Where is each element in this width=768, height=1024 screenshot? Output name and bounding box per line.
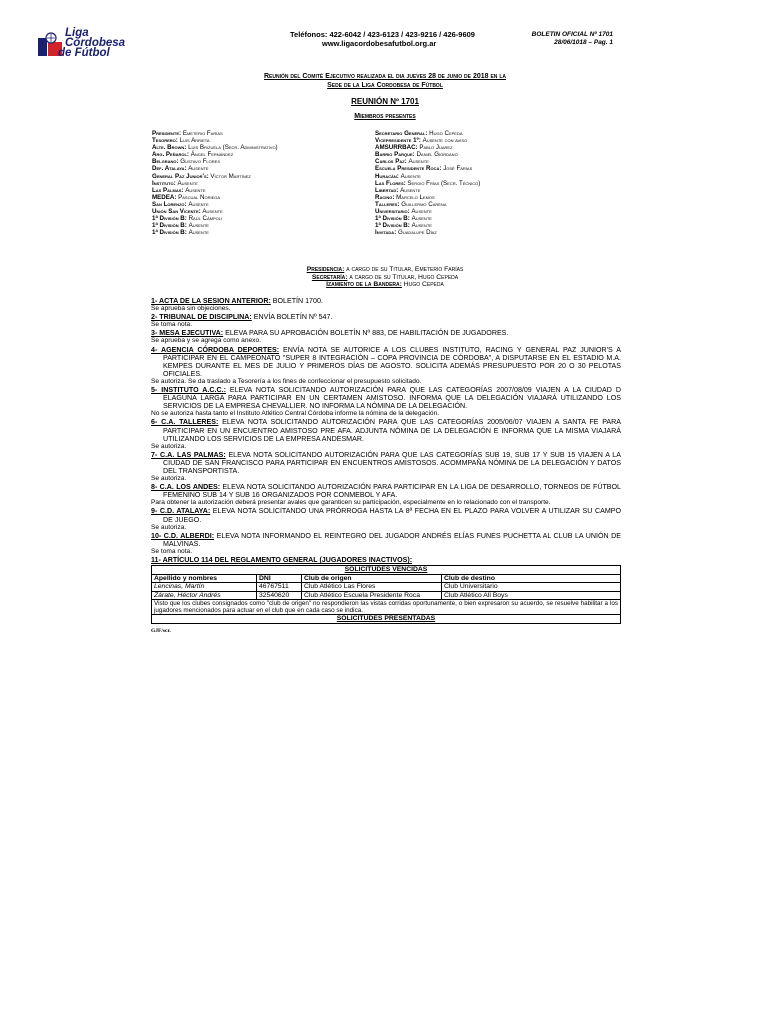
member-role: Carlos Paz: xyxy=(375,158,407,166)
agenda-item-resolution: Se autoriza. xyxy=(151,475,187,483)
member-name: Pablo Juarez xyxy=(419,144,453,152)
destination-club: Club Universitario xyxy=(442,583,621,592)
member-row xyxy=(375,130,615,137)
destination-club: Club Atlético All Boys xyxy=(442,591,621,600)
agenda-item-heading: 6- C.A. TALLERES: xyxy=(151,418,219,427)
member-role: San Lorenzo: xyxy=(152,200,187,208)
agenda-item xyxy=(151,346,621,378)
member-row xyxy=(152,201,372,208)
member-name: Ausente xyxy=(185,186,206,194)
minutes-body xyxy=(151,297,621,635)
boletin-reference xyxy=(523,31,613,47)
agenda-item-heading: 5- INSTITUTO A.C.C.: xyxy=(151,386,226,395)
meeting-title xyxy=(150,72,620,90)
phone-numbers: Teléfonos: 422-6042 / 423-6123 / 423-9216 / 426-9609 xyxy=(290,30,475,39)
member-name: Ausente xyxy=(188,200,209,208)
member-row xyxy=(152,130,372,137)
liga-logo xyxy=(38,27,126,68)
presidency-role: Izamiento de la Bandera: xyxy=(326,281,402,288)
agenda-item-text: BOLETÍN 1700. xyxy=(270,297,323,305)
agenda-item-resolution: No se autoriza hasta tanto el Instituto Atlético Central Córdoba informe la nómina de la delegación. xyxy=(151,410,440,418)
table-row xyxy=(152,591,621,600)
member-name: Pascual Noriega xyxy=(178,193,221,201)
table-header-destination: Club de destino xyxy=(442,574,621,583)
member-name: Sergio Frías (Secr. Técnico) xyxy=(407,179,481,187)
member-role: Universitario: xyxy=(375,208,410,216)
member-name: Luis Arrieta xyxy=(179,137,210,145)
member-role: Barrio Parque: xyxy=(375,151,415,159)
member-row xyxy=(152,208,372,215)
member-row xyxy=(152,158,372,165)
presidency-role: Secretaría: xyxy=(311,273,348,281)
agenda-item-heading: 8- C.A. LOS ANDES: xyxy=(151,483,221,492)
agenda-item xyxy=(151,297,621,305)
table-header-origin: Club de origen xyxy=(302,574,442,583)
member-name: Ausente xyxy=(188,229,209,237)
agenda-item-heading: 9- C.D. ATALAYA: xyxy=(151,507,211,516)
meeting-title-line: Sede de la Liga Cordobesa de Fútbol xyxy=(327,82,443,89)
table-section-title: SOLICITUDES VENCIDAS xyxy=(152,566,621,575)
presidency-role: Presidencia: xyxy=(306,266,345,273)
agenda-item xyxy=(151,313,621,321)
table-header-dni: DNI xyxy=(257,574,302,583)
agenda-item-heading: 10- C.D. ALBERDI: xyxy=(151,531,215,540)
member-role: Instituto: xyxy=(152,179,176,187)
member-row xyxy=(375,158,615,165)
member-row xyxy=(375,201,615,208)
member-role: Invitada: xyxy=(375,229,397,237)
presidency-holder: a cargo de su Titular, Emeterio Farías xyxy=(344,266,464,273)
member-row xyxy=(375,208,615,215)
member-row xyxy=(152,165,372,172)
presidency-line xyxy=(150,274,620,282)
logo-text-line: Liga xyxy=(65,27,89,39)
member-name: Ángel Fernández xyxy=(190,151,234,159)
reunion-number: REUNIÓN Nº 1701 xyxy=(351,97,419,106)
member-name: Ausente xyxy=(411,222,432,230)
agenda-item xyxy=(151,532,621,548)
agenda-item-text: ELEVA NOTA SOLICITANDO AUTORIZACIÓN PARA QUE LAS CATEGORÍAS 2005/06/07 VIAJEN A SANTA FE PARA PARTICIPAR EN UN ENCUENTRO AMISTOSO PRE AFA. ADJUNTA NÓMINA DE LA DELEGACIÓN E INFORMA QUE LA MISMA VIAJARÁ UTILIZANDO LOS SERVICIOS DE LA EMPRESA ANDESMAR. xyxy=(163,418,621,443)
presidency-holder: Hugo Cepeda xyxy=(401,281,444,288)
member-row xyxy=(152,144,372,151)
member-role: Talleres: xyxy=(375,200,400,208)
agenda-item-resolution: Se toma nota. xyxy=(151,547,193,555)
member-row xyxy=(152,187,372,194)
member-name: Ausente xyxy=(400,172,421,180)
website-link: www.ligacordobesafutbol.org.ar xyxy=(322,39,437,48)
player-name: Lencinas, Martín xyxy=(152,583,257,592)
presidency-line xyxy=(150,266,620,274)
member-role: Belgrano: xyxy=(152,158,179,166)
origin-club: Club Atlético Escuela Presidente Roca xyxy=(302,591,442,600)
member-row xyxy=(375,144,615,151)
member-name: Ausente xyxy=(177,179,198,187)
member-role: Arg. Peñarol: xyxy=(152,151,189,159)
agenda-item-text: ELEVA NOTA SOLICITANDO AUTORIZACIÓN PARA QUE LAS CATEGORÍAS 2007/08/09 VIAJEN A LA CIUDAD D ELAGUNA LARGA PARA PARTICIPAR EN UN CERTAMEN AMISTOSO. INFORMA QUE LA DELEGACIÓN VIAJARÁ UTILIZANDO LOS SERVICIOS DE LA EMPRESA CHEVALLIER. NO INFORMA LA NÓMINA DE LA DELEGACIÓN. xyxy=(163,386,622,411)
member-role: Secretario General: xyxy=(375,130,428,137)
agenda-item-heading: 1- ACTA DE LA SESION ANTERIOR: xyxy=(151,297,271,305)
agenda-item-resolution: Se toma nota. xyxy=(151,321,193,329)
origin-club: Club Atlético Las Flores xyxy=(302,583,442,592)
agenda-item-text: ENVÍA BOLETÍN Nº 547. xyxy=(251,313,333,322)
member-name: Ausente xyxy=(188,222,209,230)
member-name: Daniel Giordano xyxy=(416,151,458,159)
footer-initials: GJF/scr. xyxy=(151,628,171,635)
member-role: Alte. Brown: xyxy=(152,144,187,152)
players-table xyxy=(151,565,621,624)
member-name: Ausente xyxy=(188,165,209,173)
presidency-holder: a cargo de su Titular, Hugo Cepeda xyxy=(347,273,459,281)
member-row xyxy=(375,151,615,158)
agenda-item-heading: 3- MESA EJECUTIVA: xyxy=(151,329,224,338)
member-role: Unión San Vicente: xyxy=(152,208,201,216)
member-name: Emeterio Farías xyxy=(182,130,223,137)
table-header-name: Apellido y nombres xyxy=(152,574,257,583)
agenda-item xyxy=(151,483,621,499)
member-row xyxy=(152,194,372,201)
member-row xyxy=(152,151,372,158)
member-row xyxy=(375,229,615,236)
agenda-item-heading: 2- TRIBUNAL DE DISCIPLINA: xyxy=(151,313,252,322)
member-role: Racing: xyxy=(375,193,395,201)
member-role: Libertad: xyxy=(375,186,399,194)
agenda-item-resolution: Se aprueba y se agrega como anexo. xyxy=(151,337,261,345)
member-role: Las Flores: xyxy=(375,179,406,187)
member-row xyxy=(152,180,372,187)
member-name: José Farías xyxy=(443,165,473,173)
member-row xyxy=(375,180,615,187)
member-name: Ausente con aviso xyxy=(422,137,468,145)
member-row xyxy=(152,229,372,236)
member-role: 1ª División B: xyxy=(152,215,187,223)
member-row xyxy=(375,165,615,172)
boletin-date: 28/06/1018 – Pag. 1 xyxy=(554,39,613,46)
agenda-item-text: ELEVA PARA SU APROBACIÓN BOLETÍN Nº 883, DE HABILITACIÓN DE JUGADORES. xyxy=(223,329,509,338)
logo-text-line: de Fútbol xyxy=(58,47,110,59)
agenda-item-text: ENVÍA NOTA SE AUTORICE A LOS CLUBES INSTITUTO, RACING Y GENERAL PAZ JUNIOR'S A PARTICIPAR EN EL CAMPEONATO "SUPER 8 INTEGRACIÓN – COPA PROVINCIA DE CÓRDOBA", A DISPUTARSE EN EL ESTADIO M.A. KEMPES DURANTE EL MES DE JULIO Y PRIMEROS DÍAS DE AGOSTO. SOLICITA ADEMÁS PRESUPUESTO POR 20 O 30 PELOTAS OFICIALES. xyxy=(163,345,621,378)
agenda-item xyxy=(151,329,621,337)
agenda-item xyxy=(151,418,621,442)
member-role: General Paz Junior's: xyxy=(152,172,209,180)
member-row xyxy=(375,137,615,144)
agenda-item xyxy=(151,507,621,523)
agenda-item-text: ELEVA NOTA SOLICITANDO AUTORIZACIÓN PARA PARTICIPAR EN LA LIGA DE DESARROLLO, TORNEOS DE FÚTBOL FEMENINO SUB 14 Y SUB 16 ORGANIZADOS POR CONMEBOL Y AFA. xyxy=(163,483,621,500)
player-dni: 32540620 xyxy=(257,591,302,600)
table-observation: Visto que los clubes consignados como "club de origen" no respondieron las vistas corridas oportunamente, o bien expresaron su acuerdo, se resuelve habilitar a los jugadores mencionados para actuar en el club que en cada caso se indica. xyxy=(152,600,621,615)
agenda-item-heading: 4- AGENCIA CÓRDOBA DEPORTES: xyxy=(151,345,280,354)
member-name: Gustavo Flores xyxy=(180,158,220,166)
member-role: 1ª División B: xyxy=(375,222,410,230)
member-row xyxy=(375,173,615,180)
member-name: Raúl Cámpoli xyxy=(188,215,223,223)
member-name: Hugo Cepeda xyxy=(429,130,463,137)
member-role: Vicepresidente 1º: xyxy=(375,137,421,145)
member-name: Marcelo Lemos xyxy=(396,193,435,201)
agenda-item xyxy=(151,386,621,410)
member-row xyxy=(375,187,615,194)
player-name: Zárate, Héctor Andrés xyxy=(152,591,257,600)
member-row xyxy=(375,194,615,201)
agenda-item-11 xyxy=(151,556,621,564)
members-list-left xyxy=(152,130,372,236)
agenda-item-resolution: Para obtener la autorización deberá presentar avales que garanticen su participación, especialmente en lo relacionado con el transporte. xyxy=(151,499,551,507)
member-role: 1ª División B: xyxy=(152,222,187,230)
member-name: Víctor Martínez xyxy=(210,172,251,180)
agenda-item-resolution: Se autoriza. xyxy=(151,442,187,450)
member-row xyxy=(375,222,615,229)
logo-text-line: Cordobesa xyxy=(65,37,126,49)
member-row xyxy=(375,215,615,222)
member-role: Escuela Presidente Roca: xyxy=(375,165,442,173)
member-name: Ausente xyxy=(202,208,223,216)
member-role: Las Palmas: xyxy=(152,186,184,194)
agenda-item-text: ELEVA NOTA SOLICITANDO UNA PRÓRROGA HASTA LA 8ª FECHA EN EL PLAZO PARA VOLVER A UTILIZAR SU CAMPO DE JUEGO. xyxy=(163,507,621,524)
agenda-item-resolution: Se aprueba sin objeciones. xyxy=(151,305,231,313)
member-role: Tesorero: xyxy=(152,137,178,145)
agenda-item-heading: 11- ARTÍCULO 114 DEL REGLAMENTO GENERAL (JUGADORES INACTIVOS): xyxy=(151,556,413,564)
member-name: Guillermo Carena xyxy=(401,200,447,208)
agenda-item-heading: 7- C.A. LAS PALMAS: xyxy=(151,450,226,459)
member-role: 1ª División B: xyxy=(375,215,410,223)
meeting-title-line: Reunión del Comité Ejecutivo realizada el dia jueves 28 de junio de 2018 en la xyxy=(263,73,507,80)
member-name: Luis Brizuela (Secr. Administrativo) xyxy=(188,144,278,152)
members-list-right xyxy=(375,130,615,236)
player-dni: 46767511 xyxy=(257,583,302,592)
agenda-items xyxy=(151,297,621,556)
member-role: MEDEA: xyxy=(152,193,177,201)
table-row xyxy=(152,583,621,592)
presidency-line xyxy=(150,281,620,289)
member-role: Presidente: xyxy=(152,130,182,137)
member-name: Ausente xyxy=(411,208,432,216)
member-name: Ausente xyxy=(411,215,432,223)
member-role: Def. Atalaya: xyxy=(152,165,187,173)
agenda-item-resolution: Se autoriza. xyxy=(151,523,187,531)
member-row xyxy=(152,137,372,144)
boletin-number: BOLETIN OFICIAL Nº 1701 xyxy=(531,31,613,38)
member-row xyxy=(152,215,372,222)
member-name: Ausente xyxy=(400,186,421,194)
member-row xyxy=(152,173,372,180)
agenda-item-text: ELEVA NOTA INFORMANDO EL REINTEGRO DEL JUGADOR ANDRÉS ELÍAS FUNES PUCHETTA AL CLUB LA UNIÓN DE MALVINAS. xyxy=(163,531,621,548)
member-role: 1ª División B: xyxy=(152,229,187,237)
member-role: AMSURRBAC: xyxy=(375,144,418,152)
member-name: Ausente xyxy=(408,158,429,166)
members-heading: Miembros presentes xyxy=(354,113,416,120)
agenda-item-resolution: Se autoriza. Se da traslado a Tesorería a los fines de confeccionar el presupuesto solicitado. xyxy=(151,377,422,385)
member-row xyxy=(152,222,372,229)
agenda-item-text: ELEVA NOTA SOLICITANDO AUTORIZACIÓN PARA QUE LAS CATEGORÍAS SUB 19, SUB 17 Y SUB 15 VIAJEN A LA CIUDAD DE SAN FRANCISCO PARA PARTICIPAR EN ENCUENTROS AMISTOSOS. ACOMMPAÑA NÓMINA DE LA DELEGACIÓN Y DATOS DEL TRANSPORTISTA. xyxy=(163,450,621,475)
member-role: Huracán: xyxy=(375,172,399,180)
table-section-title: SOLICITUDES PRESENTADAS xyxy=(152,615,621,624)
agenda-item xyxy=(151,451,621,475)
member-name: Guadalupe Díaz xyxy=(398,229,437,237)
